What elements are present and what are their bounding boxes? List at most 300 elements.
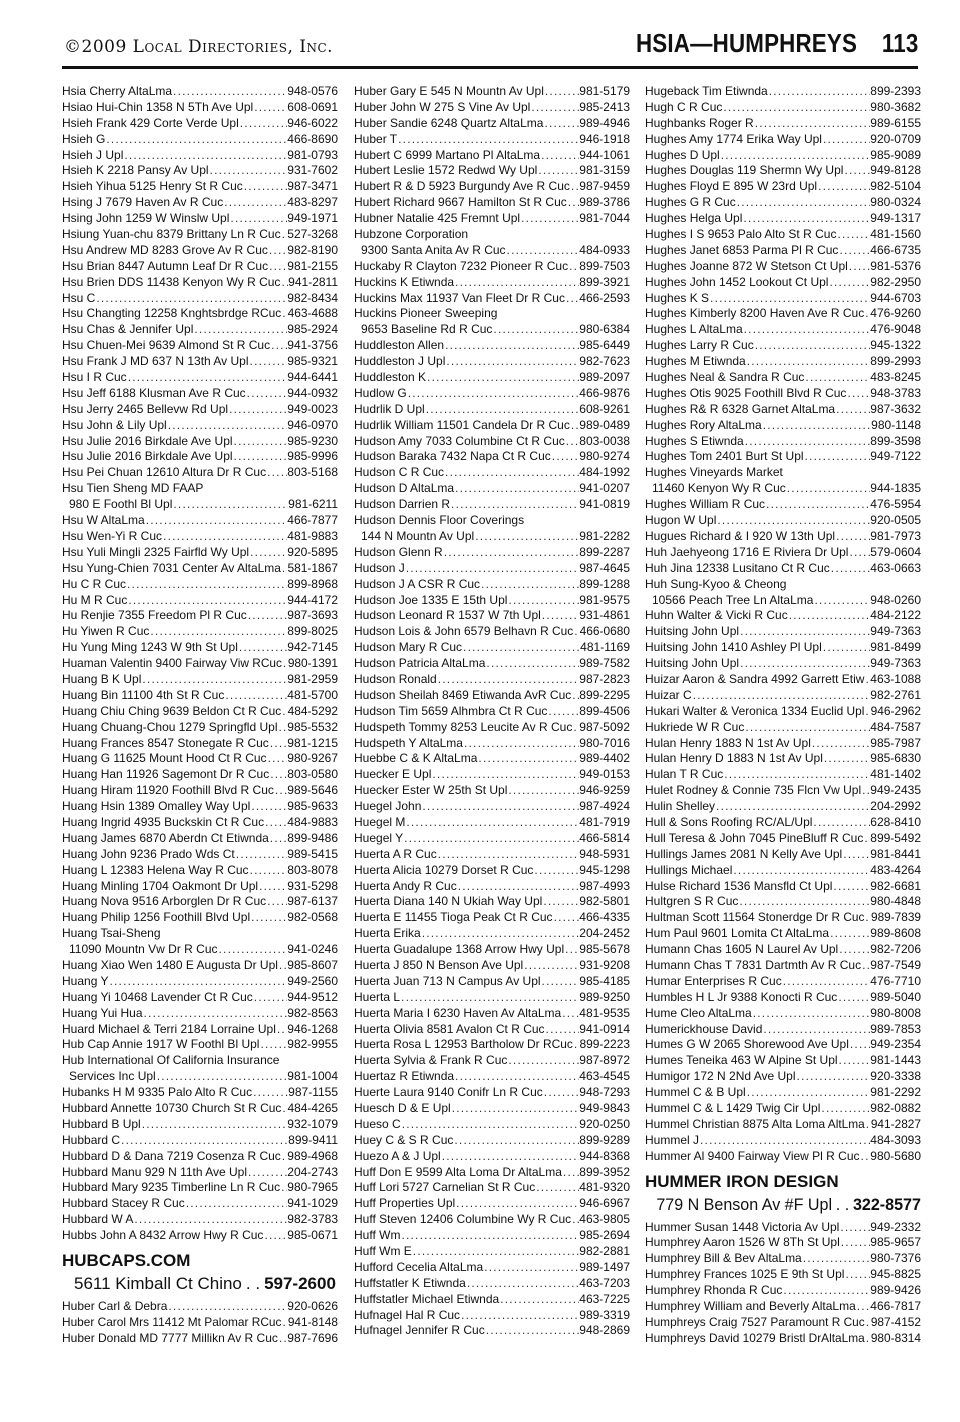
listing-name: Hughbanks Roger R — [645, 115, 754, 130]
listing-entry — [354, 402, 630, 418]
listing-phone: 945-1322 — [870, 338, 921, 353]
listing-phone: 466-4335 — [579, 910, 630, 925]
listing-name: 9653 Baseline Rd R Cuc — [361, 322, 493, 337]
listing-entry — [354, 561, 630, 577]
listing-name: Hubert R & D 5923 Burgundy Ave R Cuc — [354, 179, 570, 194]
leader-dots — [744, 434, 871, 450]
leader-dots — [752, 1006, 871, 1022]
listing-name: Hummel J — [645, 1132, 700, 1147]
listing-entry — [354, 291, 630, 307]
listing-phone: 982-2761 — [870, 687, 921, 702]
listing-name: Huerta Guadalupe 1368 Arrow Hwy Upl — [354, 942, 565, 957]
leader-dots — [782, 974, 871, 990]
listing-entry — [354, 1165, 630, 1181]
listing-entry — [62, 672, 338, 688]
listing-entry — [62, 402, 338, 418]
leader-dots — [228, 402, 287, 418]
listing-phone: 985-0671 — [287, 1228, 338, 1243]
listing-entry — [354, 910, 630, 926]
listing-name: Hughes R& R 6328 Garnet AltaLma — [645, 401, 836, 416]
listing-entry — [354, 656, 630, 672]
listing-entry — [62, 497, 338, 513]
listing-phone: 931-5298 — [287, 878, 338, 893]
listing-entry — [354, 132, 630, 148]
listing-entry — [354, 434, 630, 450]
leader-dots — [849, 1037, 870, 1053]
listing-name: Hu Yiwen R Cuc — [62, 624, 150, 639]
listing-name: Hubert Leslie 1572 Redwd Wy Upl — [354, 163, 538, 178]
listing-entry — [645, 418, 921, 434]
listing-name: Huh Jina 12338 Lusitano Ct R Cuc — [645, 560, 830, 575]
leader-dots — [451, 1101, 580, 1117]
listing-phone: 982-7623 — [579, 354, 630, 369]
listing-name: Huecker E Upl — [354, 767, 432, 782]
listing-heading: Hub International Of California Insurance — [62, 1053, 280, 1068]
leader-dots — [243, 179, 288, 195]
leader-dots — [541, 974, 580, 990]
listing-name: Hughes S Etiwnda — [645, 433, 744, 448]
leader-dots — [768, 84, 871, 100]
listing-phone: 949-9843 — [579, 1101, 630, 1115]
listing-phone: 899-9289 — [579, 1132, 630, 1147]
listing-phone: 481-1169 — [580, 640, 630, 655]
listing-phone: 980-3682 — [870, 99, 921, 114]
listing-phone: 946-9259 — [579, 783, 630, 798]
leader-dots — [837, 990, 870, 1006]
leader-dots — [507, 593, 579, 609]
listing-phone: 932-1079 — [287, 1116, 338, 1131]
leader-dots — [788, 608, 871, 624]
listing-name: Hughes Larry R Cuc — [645, 338, 754, 353]
leader-dots — [426, 370, 579, 386]
listing-phone: 980-8314 — [870, 1330, 921, 1345]
listing-name: Hsu I R Cuc — [62, 370, 127, 385]
listing-phone: 946-1268 — [287, 1021, 338, 1036]
listing-column-3 — [645, 84, 921, 1347]
listing-name: Hubbard Manu 929 N 11th Ave Upl — [62, 1164, 248, 1179]
copyright-header: ©2009 Local Directories, Inc. — [64, 37, 334, 57]
leader-dots — [477, 751, 579, 767]
listing-entry — [645, 1315, 921, 1331]
listing-entry — [62, 990, 338, 1006]
listing-entry — [62, 799, 338, 815]
listing-entry — [62, 783, 338, 799]
listing-name: Huang John 9236 Prado Wds Ct — [62, 846, 235, 861]
listing-phone: 981-8499 — [870, 640, 921, 655]
listing-entry — [645, 259, 921, 275]
listing-entry — [645, 879, 921, 895]
leader-dots — [250, 910, 287, 926]
listing-name: Hsu W AltaLma — [62, 513, 145, 528]
listing-entry — [354, 116, 630, 132]
leader-dots: . . — [245, 1274, 261, 1294]
listing-phone: 476-7710 — [870, 973, 921, 988]
leader-dots — [269, 767, 287, 783]
listing-phone: 985-6449 — [579, 338, 630, 353]
listing-heading: Hudson Dennis Floor Coverings — [354, 513, 525, 528]
listing-entry — [645, 513, 921, 529]
leader-dots — [864, 910, 871, 926]
listing-name: Huizar C — [645, 687, 692, 702]
leader-dots — [239, 116, 288, 132]
listing-entry — [62, 1331, 338, 1347]
listing-phone: 949-2354 — [870, 1037, 921, 1052]
listing-phone: 946-0970 — [287, 417, 338, 432]
listing-entry — [354, 894, 630, 910]
listing-name: Hudson J A CSR R Cuc — [354, 576, 481, 591]
listing-name: Hummel Christian 8875 Alta Loma AltLma — [645, 1116, 865, 1131]
listing-name: Hsu Jerry 2465 Bellevw Rd Upl — [62, 401, 229, 416]
listing-name: Hudson Leonard R 1537 W 7th Upl — [354, 608, 541, 623]
listing-phone: 987-3632 — [870, 401, 921, 416]
listing-phone: 981-5179 — [579, 84, 630, 98]
listing-phone: 949-8128 — [870, 163, 921, 178]
listing-entry — [645, 1235, 921, 1251]
listing-entry — [62, 910, 338, 926]
listing-name: Huegel John — [354, 799, 422, 814]
listing-name: Humphrey Bill & Bev AltaLma — [645, 1251, 802, 1266]
listing-name: Hu M R Cuc — [62, 592, 128, 607]
listing-phone: 985-2413 — [579, 99, 630, 114]
listing-name: Hsieh Yihua 5125 Henry St R Cuc — [62, 179, 243, 194]
listing-name: Huerte Laura 9140 Conifr Ln R Cuc — [354, 1085, 543, 1100]
listing-phone: 949-2560 — [287, 973, 338, 988]
listing-phone: 981-1004 — [287, 1069, 338, 1084]
leader-dots — [235, 847, 288, 863]
listing-name: Hudson Glenn R — [354, 544, 443, 559]
listing-name: Hubbard W A — [62, 1212, 134, 1227]
listing-name: Humes Teneika 463 W Alpine St Upl — [645, 1053, 838, 1068]
listing-name: Huang Chiu Ching 9639 Beldon Ct R Cuc — [62, 703, 282, 718]
listing-name: Huerta Rosa L 12953 Bartholow Dr RCuc — [354, 1037, 573, 1052]
listing-name: Hughes L AltaLma — [645, 322, 743, 337]
leader-dots — [462, 640, 580, 656]
leader-dots — [743, 322, 871, 338]
listing-name: Huerta E 11455 Tioga Peak Ct R Cuc — [354, 910, 553, 925]
listing-phone: 204-2992 — [870, 799, 921, 814]
listing-phone: 989-9426 — [870, 1283, 921, 1298]
leader-dots — [551, 449, 580, 465]
listing-name: Hulan Henry D 1883 N 1st Av Upl — [645, 751, 823, 766]
listing-entry — [645, 84, 921, 100]
leader-dots — [259, 1037, 287, 1053]
leader-dots — [561, 1006, 579, 1022]
leader-dots — [249, 354, 288, 370]
listing-entry — [645, 1037, 921, 1053]
leader-dots — [709, 291, 870, 307]
leader-dots — [133, 1212, 287, 1228]
leader-dots — [567, 195, 580, 211]
listing-name: Humphrey William and Beverly AltaLma — [645, 1299, 856, 1314]
listing-entry — [645, 942, 921, 958]
listing-phone: 483-8245 — [870, 370, 921, 385]
listing-heading: Huang Tsai-Sheng — [62, 926, 161, 941]
listing-phone: 985-9996 — [287, 449, 338, 464]
listing-entry — [354, 608, 630, 624]
listing-name: Huffstatler K Etiwnda — [354, 1275, 466, 1290]
listing-name: Humphrey Frances 1025 E 9th St Upl — [645, 1267, 845, 1282]
listing-name: Hughes Floyd E 895 W 23rd Upl — [645, 179, 818, 194]
leader-dots — [95, 291, 287, 307]
listing-name: Hsu Chuen-Mei 9639 Almond St R Cuc — [62, 338, 271, 353]
listing-phone: 899-8968 — [287, 576, 338, 591]
leader-dots — [425, 402, 580, 418]
listing-name: Hughes M Etiwnda — [645, 354, 746, 369]
listing-name: Hukriede W R Cuc — [645, 719, 745, 734]
listing-entry — [354, 211, 630, 227]
listing-name: Hsieh G — [62, 131, 106, 146]
listing-entry — [354, 990, 630, 1006]
listing-phone: 981-1215 — [287, 735, 338, 750]
listing-name: Huang Hiram 11920 Foothill Blvd R Cuc — [62, 783, 274, 798]
listing-phone: 981-0793 — [287, 147, 338, 162]
display-ad-name: HUMMER IRON DESIGN — [645, 1171, 839, 1191]
leader-dots — [732, 863, 870, 879]
listing-phone: 981-7044 — [579, 211, 630, 226]
listing-entry — [62, 1085, 338, 1101]
listing-phone: 981-5376 — [870, 258, 921, 273]
listing-name: Huitsing John 1410 Ashley Pl Upl — [645, 640, 822, 655]
listing-entry — [645, 751, 921, 767]
listing-heading: Huh Sung-Kyoo & Cheong — [645, 576, 787, 591]
listing-name: Hughes William R Cuc — [645, 497, 766, 512]
leader-dots — [485, 1323, 580, 1339]
listing-entry — [645, 354, 921, 370]
listing-name: Hufford Cecelia AltaLma — [354, 1259, 484, 1274]
listing-entry — [62, 100, 338, 116]
listing-name: Hughes Neal & Sandra R Cuc — [645, 370, 805, 385]
listing-phone: 466-6735 — [870, 242, 921, 257]
listing-entry — [62, 243, 338, 259]
listing-name: Hubbard B Upl — [62, 1116, 141, 1131]
listing-entry — [62, 370, 338, 386]
listing-phone: 985-7987 — [870, 735, 921, 750]
listing-phone: 466-5814 — [579, 830, 630, 845]
listing-phone: 899-3598 — [870, 433, 921, 448]
listing-phone: 941-2827 — [870, 1116, 921, 1131]
listing-phone: 989-2097 — [579, 370, 630, 385]
leader-dots — [444, 465, 579, 481]
leader-dots — [811, 736, 870, 752]
listing-entry — [62, 291, 338, 307]
listing-phone: 985-2924 — [287, 322, 338, 337]
leader-dots — [739, 656, 870, 672]
listing-entry — [354, 863, 630, 879]
listing-phone: 484-3093 — [870, 1132, 921, 1147]
listing-phone: 899-7503 — [579, 258, 630, 273]
listing-name: Huang Bin 11100 4th St R Cuc — [62, 687, 225, 702]
listing-entry — [354, 545, 630, 561]
listing-entry — [62, 259, 338, 275]
listing-phone: 981-6211 — [288, 497, 338, 512]
listing-phone: 946-2962 — [870, 703, 921, 718]
leader-dots — [172, 84, 287, 100]
leader-dots — [247, 1165, 287, 1181]
listing-entry — [62, 354, 338, 370]
leader-dots — [258, 879, 287, 895]
listing-name: Hsu Brian 8447 Autumn Leaf Dr R Cuc — [62, 258, 269, 273]
listing-entry — [354, 640, 630, 656]
listing-entry — [354, 1228, 630, 1244]
listing-entry — [62, 1069, 338, 1085]
listing-entry — [62, 465, 338, 481]
leader-dots — [276, 1022, 287, 1038]
leader-dots — [421, 799, 579, 815]
listing-phone: 466-9876 — [579, 385, 630, 400]
listing-phone: 989-5646 — [287, 783, 338, 798]
leader-dots — [264, 815, 287, 831]
leader-dots — [543, 1085, 580, 1101]
leader-dots — [565, 291, 579, 307]
listing-phone: 982-5104 — [870, 179, 921, 194]
leader-dots — [499, 1292, 579, 1308]
listing-phone: 989-4946 — [579, 115, 630, 130]
leader-dots — [105, 132, 287, 148]
listing-name: Hugh C R Cuc — [645, 99, 723, 114]
display-ad-address: 5611 Kimball Ct Chino — [74, 1274, 242, 1294]
listing-name: Hudlow G — [354, 385, 407, 400]
listing-name: Hulan Henry 1883 N 1st Av Upl — [645, 735, 811, 750]
listing-phone: 941-0246 — [287, 942, 338, 957]
listing-entry — [354, 1117, 630, 1133]
listing-name: Hudson Tim 5659 Alhmbra Ct R Cuc — [354, 703, 548, 718]
listing-entry — [62, 640, 338, 656]
listing-phone: 481-5700 — [287, 687, 338, 702]
listing-name: Huckins K Etiwnda — [354, 274, 455, 289]
listing-name: Humphreys Craig 7527 Paramount R Cuc — [645, 1314, 865, 1329]
listing-name: Humphrey Aaron 1526 W 8Th St Upl — [645, 1235, 840, 1250]
leader-dots — [835, 402, 870, 418]
listing-entry — [645, 529, 921, 545]
leader-dots — [267, 751, 288, 767]
listing-entry — [645, 720, 921, 736]
listing-entry — [645, 656, 921, 672]
listing-name: Huerta Andy R Cuc — [354, 878, 457, 893]
leader-dots — [253, 990, 287, 1006]
leader-dots — [445, 354, 579, 370]
listing-name: Hummel C & B Upl — [645, 1085, 746, 1100]
listing-phone: 987-3471 — [287, 179, 338, 194]
leader-dots — [145, 513, 288, 529]
listing-entry — [645, 561, 921, 577]
leader-dots — [762, 1022, 870, 1038]
leader-dots — [540, 148, 579, 164]
display-ad-phone: 322-8577 — [852, 1194, 921, 1214]
listing-entry — [62, 148, 338, 164]
listing-phone: 920-0626 — [287, 1299, 338, 1314]
leader-dots — [278, 958, 287, 974]
listing-phone: 948-5931 — [579, 846, 630, 861]
listing-name: Huh Jaehyeong 1716 E Riviera Dr Upl — [645, 544, 849, 559]
leader-dots — [407, 386, 580, 402]
listing-entry — [62, 179, 338, 195]
listing-phone: 608-0691 — [287, 99, 338, 114]
listing-phone: 980-8008 — [870, 1005, 921, 1020]
listing-name: Hudson Sheilah 8469 Etiwanda AvR Cuc — [354, 687, 572, 702]
display-ad-phone: 597-2600 — [264, 1274, 336, 1294]
listing-entry — [645, 1069, 921, 1085]
listing-name: Hudspeth Y AltaLma — [354, 735, 463, 750]
leader-dots — [485, 656, 579, 672]
leader-dots — [463, 736, 579, 752]
listing-name: Huang Frances 8547 Stonegate R Cuc — [62, 735, 269, 750]
listing-phone: 982-0882 — [870, 1101, 921, 1115]
page-range-header — [636, 28, 918, 59]
leader-dots — [523, 958, 579, 974]
listing-phone: 980-1148 — [871, 417, 921, 432]
listing-name: Huckaby R Clayton 7232 Pioneer R Cuc — [354, 258, 569, 273]
listing-entry — [354, 1037, 630, 1053]
listing-phone: 985-8607 — [287, 957, 338, 972]
listing-name: Hultman Scott 11564 Stonerdge Dr R Cuc — [645, 910, 865, 925]
leader-dots — [762, 418, 871, 434]
listing-entry — [354, 481, 630, 497]
leader-dots — [553, 910, 580, 926]
leader-dots — [223, 195, 287, 211]
listing-phone: 981-7973 — [870, 528, 921, 543]
listing-entry — [354, 1196, 630, 1212]
listing-entry — [645, 227, 921, 243]
leader-dots — [455, 1196, 579, 1212]
listing-entry — [62, 513, 338, 529]
listing-entry — [62, 418, 338, 434]
listing-name: Huang Nova 9516 Arborglen Dr R Cuc — [62, 894, 267, 909]
listing-entry — [62, 751, 338, 767]
listing-entry — [354, 1180, 630, 1196]
listing-name: Hudson Mary R Cuc — [354, 640, 463, 655]
listing-entry — [645, 624, 921, 640]
listing-phone: 981-2959 — [287, 671, 338, 686]
listing-name: Hsu John & Lily Upl — [62, 417, 167, 432]
listing-phone: 989-0489 — [579, 417, 630, 432]
listing-name: Hull & Sons Roofing RC/AL/Upl — [645, 814, 813, 829]
name-range: HSIA—HUMPHREYS — [635, 28, 857, 58]
listing-phone: 941-2811 — [288, 274, 338, 289]
listing-phone: 628-8410 — [870, 814, 921, 829]
listing-phone: 803-8078 — [287, 862, 338, 877]
listing-entry — [62, 577, 338, 593]
listing-phone: 920-0709 — [870, 131, 921, 146]
listing-phone: 985-2694 — [579, 1228, 630, 1243]
listing-entry — [62, 688, 338, 704]
leader-dots — [835, 529, 870, 545]
leader-dots — [754, 116, 871, 132]
listing-phone: 944-1835 — [870, 481, 921, 496]
listing-name: Hughes Helga Upl — [645, 211, 743, 226]
listing-entry — [62, 1315, 338, 1331]
listing-name: Huecker Ester W 25th St Upl — [354, 783, 508, 798]
listing-phone: 980-7016 — [579, 735, 630, 750]
listing-phone: 944-0932 — [287, 385, 338, 400]
listing-phone: 944-6441 — [287, 370, 338, 385]
listing-phone: 899-9486 — [287, 830, 338, 845]
listing-name: Hsu Yuli Mingli 2325 Fairfld Wy Upl — [62, 544, 250, 559]
listing-phone: 484-5292 — [287, 703, 338, 718]
listing-entry — [645, 306, 921, 322]
listing-phone: 466-8690 — [287, 131, 338, 146]
listing-name: Huegel Y — [354, 830, 404, 845]
listing-phone: 981-3159 — [579, 163, 630, 178]
listing-phone: 920-0250 — [579, 1116, 630, 1131]
leader-dots — [829, 926, 870, 942]
listing-entry — [354, 1133, 630, 1149]
leader-dots — [233, 434, 288, 450]
leader-dots — [506, 243, 580, 259]
listing-entry — [645, 1085, 921, 1101]
listing-phone: 946-1918 — [579, 131, 630, 146]
listing-phone: 982-8563 — [287, 1005, 338, 1020]
listing-name: Hughes Douglas 119 Shermn Wy Upl — [645, 163, 844, 178]
